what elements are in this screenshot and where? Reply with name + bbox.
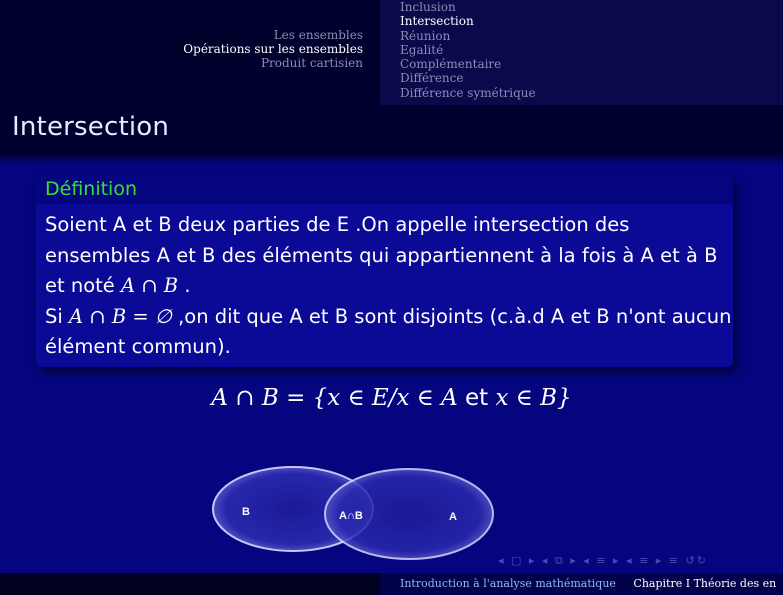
section-nav [183,28,363,70]
venn-diagram [205,462,500,562]
section-link-produit[interactable]: Produit cartisien [260,56,363,70]
subsection-link-egalite[interactable]: Egalité [400,42,444,57]
definition-block-header [36,174,733,204]
subsection-link-reunion[interactable]: Réunion [400,28,451,43]
formula-lhs: A ∩ B = {x ∈ E/x ∈ A [211,385,458,411]
intersection-formula [0,385,783,411]
venn-label-a: A [449,511,457,523]
formula-rhs: x ∈ B} [495,385,572,411]
definition-body [45,210,735,363]
definition-p1-end: . [184,274,191,297]
definition-p2-start: Si [45,304,63,328]
definition-paragraph-2 [45,302,735,363]
beamer-navigation-controls[interactable]: ◂ ▢ ▸ ◂ ⧉ ▸ ◂ ≡ ▸ ◂ ≡ ▸ ≡ ↺↻ [498,554,708,567]
definition-p2-text: ,on dit que A et B sont disjoints (c.à.d A et B n'ont aucun élément commun). [45,304,732,358]
footer-text [400,577,776,590]
definition-p1-math: A ∩ B [120,274,179,297]
frame-title: Intersection [12,112,170,142]
subsection-link-complementaire[interactable]: Complémentaire [400,57,502,72]
definition-paragraph-1 [45,210,735,302]
subsection-link-intersection[interactable]: Intersection [400,14,474,29]
definition-p1-text: Soient A et B deux parties de E .On appelle intersection des ensembles A et B des éléments qui appartiennent à la fois à A et à B et noté [45,213,718,297]
formula-conj: et [465,385,489,411]
subsection-link-inclusion[interactable]: Inclusion [400,0,456,14]
title-shadow [0,153,783,165]
subsection-nav [400,0,536,100]
footer-chapter-title[interactable]: Chapitre I Théorie des en [633,577,777,590]
definition-p2-math: A ∩ B = ∅ [69,304,172,328]
subsection-link-difference[interactable]: Différence [400,71,464,86]
venn-label-intersection: A∩B [339,510,363,522]
venn-label-b: B [242,506,250,518]
section-link-operations[interactable]: Opérations sur les ensembles [183,42,363,56]
footer-course-title[interactable]: Introduction à l'analyse mathématique [400,577,616,590]
subsection-link-difference-symetrique[interactable]: Différence symétrique [400,85,536,100]
header-bar [0,0,783,105]
definition-title: Définition [45,178,138,200]
section-link-ensembles[interactable]: Les ensembles [273,28,363,42]
